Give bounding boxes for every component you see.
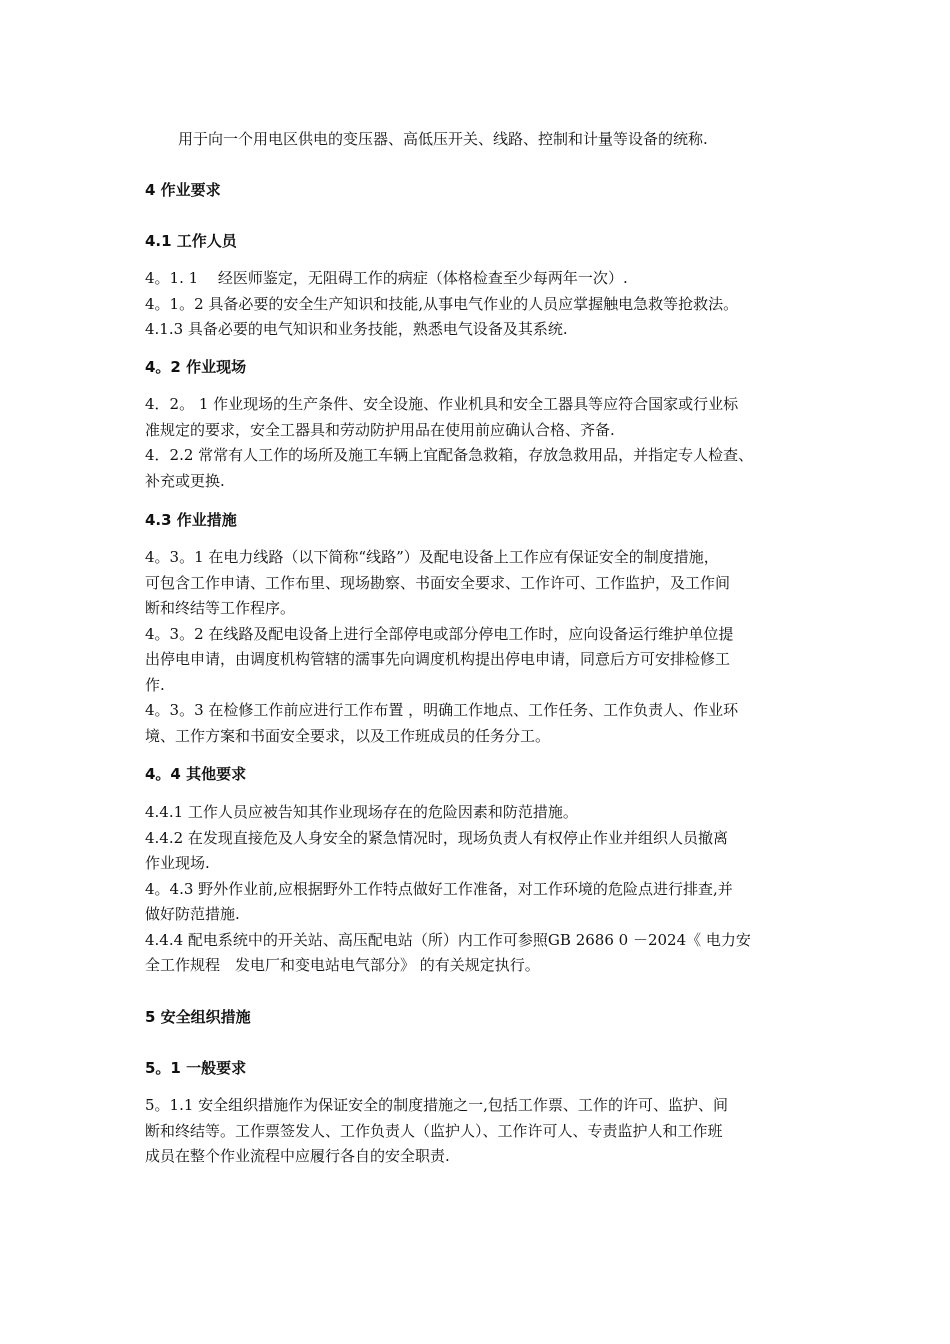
paragraph-line: 4。3。2 在线路及配电设备上进行全部停电或部分停电工作时，应向设备运行维护单位提 xyxy=(145,624,734,643)
paragraph-line: 4。4.3 野外作业前,应根据野外工作特点做好工作准备，对工作环境的危险点进行排查,并 xyxy=(145,879,733,898)
section-4-3-heading: 4.3 作业措施 xyxy=(145,511,237,529)
paragraph-line: 4.4.4 配电系统中的开关站、高压配电站（所）内工作可参照GB 2686 0 －2024《 电力安 xyxy=(145,930,751,949)
section-5-1-heading: 5。1 一般要求 xyxy=(145,1059,247,1077)
paragraph-line: 4。3。3 在检修工作前应进行工作布置 ，明确工作地点、工作任务、工作负责人、作业环 xyxy=(145,701,739,719)
paragraph-line: 4．2.2 常常有人工作的场所及施工车辆上宜配备急救箱，存放急救用品，并指定专人检查、 xyxy=(145,446,754,464)
section-4-2-heading: 4。2 作业现场 xyxy=(145,358,247,376)
paragraph-line: 断和终结等。工作票签发人、工作负责人（监护人）、工作许可人、专责监护人和工作班 xyxy=(145,1121,723,1140)
paragraph-line: 4。3。1 在电力线路（以下简称“线路”）及配电设备上工作应有保证安全的制度措施， xyxy=(145,548,719,566)
paragraph-line: 5。1.1 安全组织措施作为保证安全的制度措施之一,包括工作票、工作的许可、监护、间 xyxy=(145,1096,728,1114)
section-5-heading: 5 安全组织措施 xyxy=(145,1008,251,1026)
intro-paragraph: 用于向一个用电区供电的变压器、高低压开关、线路、控制和计量等设备的统称. xyxy=(178,130,708,148)
paragraph-line: 做好防范措施. xyxy=(145,905,240,923)
paragraph-line: 成员在整个作业流程中应履行各自的安全职责. xyxy=(145,1147,450,1165)
paragraph-line: 作. xyxy=(145,675,165,694)
paragraph-line: 作业现场. xyxy=(145,854,210,872)
paragraph-line: 4。1. 1 经医师鉴定，无阻碍工作的病症（体格检查至少每两年一次）. xyxy=(145,269,628,287)
paragraph-line: 准规定的要求，安全工器具和劳动防护用品在使用前应确认合格、齐备. xyxy=(145,420,615,439)
paragraph-line: 补充或更换. xyxy=(145,471,225,490)
paragraph-line: 境、工作方案和书面安全要求，以及工作班成员的任务分工。 xyxy=(145,726,551,745)
paragraph-line: 断和终结等工作程序。 xyxy=(145,599,296,617)
paragraph-line: 4。1。2 具备必要的安全生产知识和技能,从事电气作业的人员应掌握触电急救等抢救法。 xyxy=(145,294,739,313)
paragraph-line: 可包含工作申请、工作布里、现场勘察、书面安全要求、工作许可、工作监护，及工作间 xyxy=(145,573,731,592)
paragraph-line: 出停电申请，由调度机构管辖的濡事先向调度机构提出停电申请，同意后方可安排检修工 xyxy=(145,650,731,668)
section-4-heading: 4 作业要求 xyxy=(145,181,221,199)
section-4-1-heading: 4.1 工作人员 xyxy=(145,232,237,250)
paragraph-line: 4.4.1 工作人员应被告知其作业现场存在的危险因素和防范措施。 xyxy=(145,803,578,821)
paragraph-line: 4．2。 1 作业现场的生产条件、安全设施、作业机具和安全工器具等应符合国家或行业标 xyxy=(145,395,739,413)
paragraph-line: 4.1.3 具备必要的电气知识和业务技能，熟悉电气设备及其系统. xyxy=(145,320,568,338)
paragraph-line: 4.4.2 在发现直接危及人身安全的紧急情况时，现场负责人有权停止作业并组织人员撤离 xyxy=(145,828,728,847)
section-4-4-heading: 4。4 其他要求 xyxy=(145,765,247,783)
paragraph-line: 全工作规程 发电厂和变电站电气部分》 的有关规定执行。 xyxy=(145,956,540,974)
